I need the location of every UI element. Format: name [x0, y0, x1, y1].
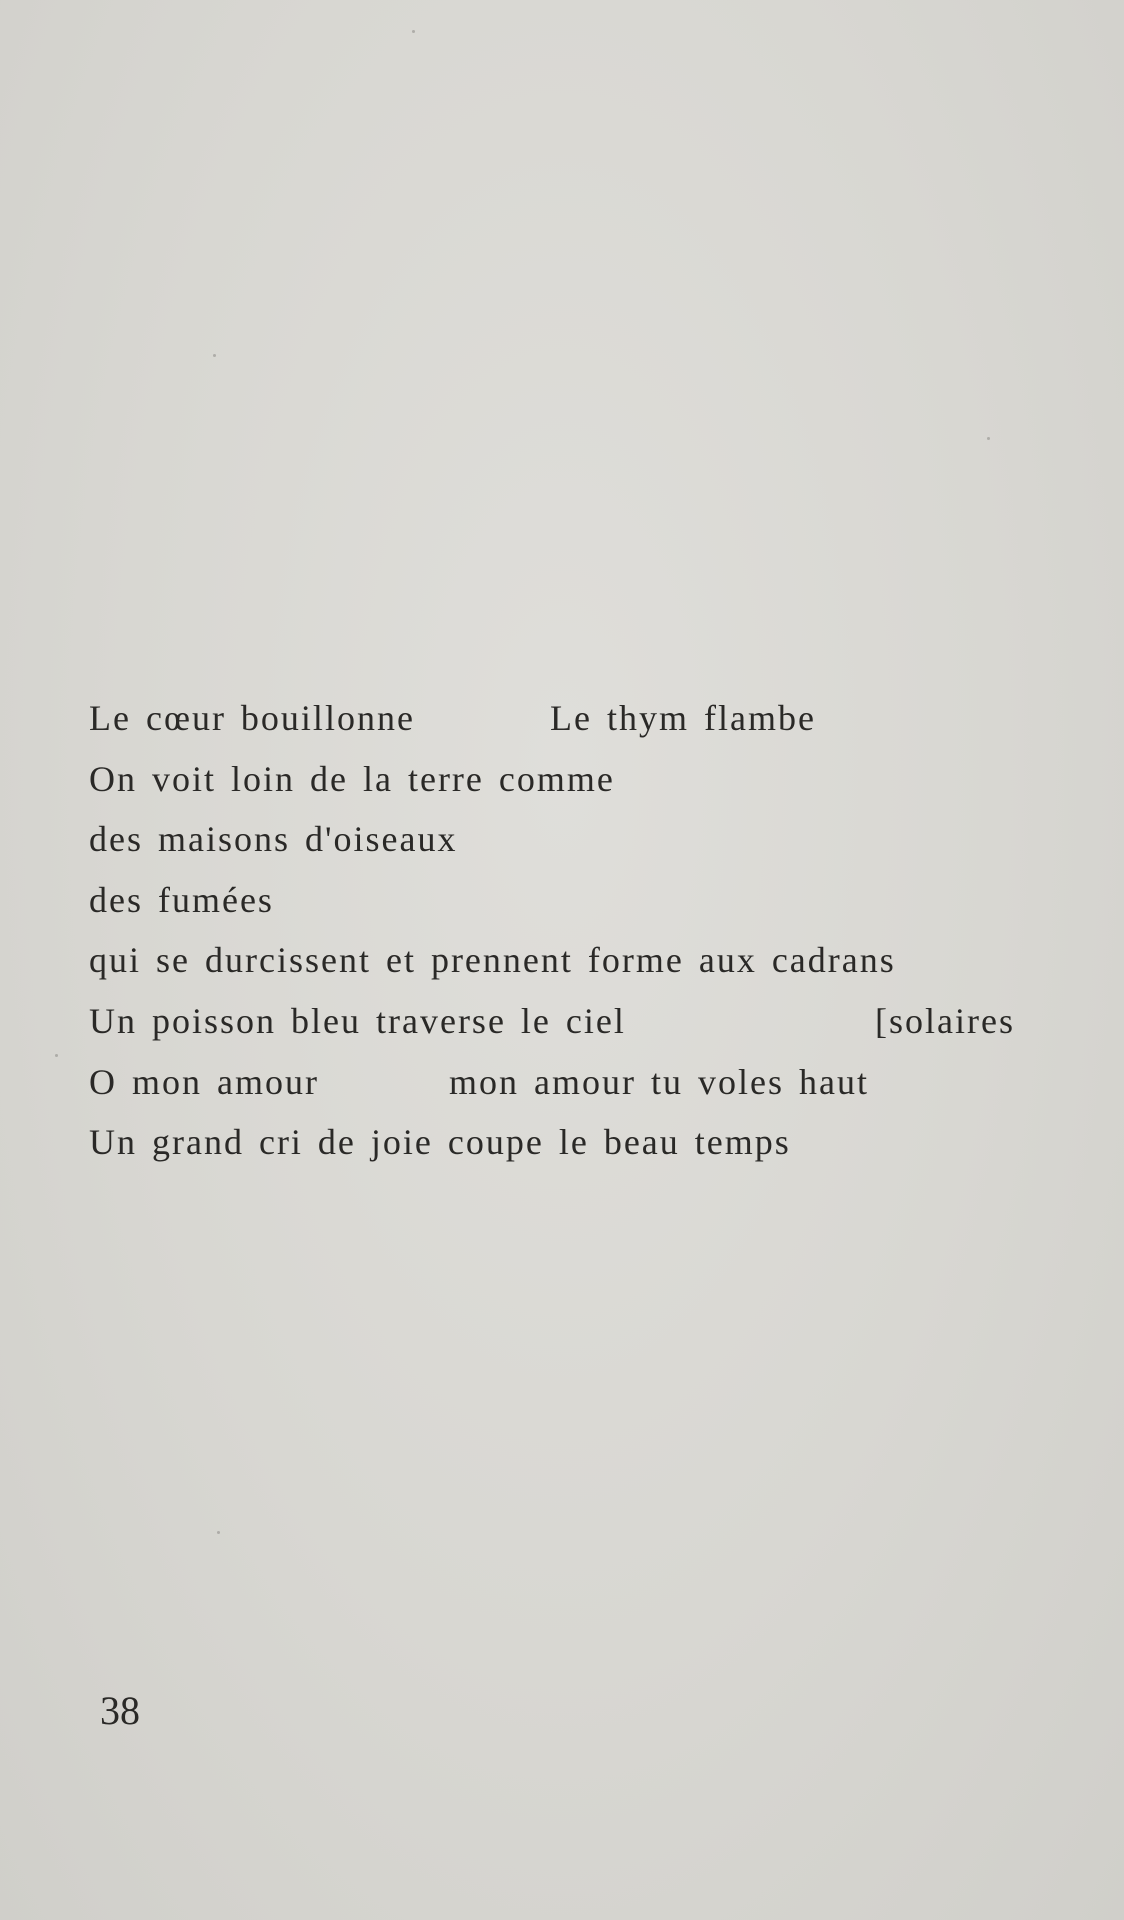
- poem-line-1: [89, 688, 1049, 749]
- paper-speck: [987, 437, 990, 440]
- poem-line-4-text: des fumées: [89, 879, 274, 920]
- poem-line-6-second: [solaires: [875, 1000, 1015, 1041]
- poem-line-1-second: Le thym flambe: [550, 698, 816, 738]
- poem-line-6: [89, 991, 1049, 1052]
- poem-line-5: [89, 930, 1049, 991]
- poem-line-8: [89, 1112, 1049, 1173]
- poem-line-7-first: O mon amour: [89, 1061, 319, 1102]
- paper-speck: [217, 1531, 220, 1534]
- poem-line-6-first: Un poisson bleu traverse le ciel: [89, 1000, 626, 1041]
- poem: [89, 688, 1049, 1173]
- poem-line-2-text: On voit loin de la terre comme: [89, 758, 615, 799]
- paper-speck: [412, 30, 415, 33]
- poem-line-1-first: Le cœur bouillonne: [89, 698, 415, 738]
- paper-speck: [213, 354, 216, 357]
- page-number: 38: [100, 1688, 140, 1733]
- poem-line-2: [89, 749, 1049, 810]
- poem-line-7-second: mon amour tu voles haut: [449, 1061, 869, 1102]
- poem-line-3-text: des maisons d'oiseaux: [89, 819, 458, 860]
- poem-line-3: [89, 809, 1049, 870]
- poem-line-8-text: Un grand cri de joie coupe le beau temps: [89, 1122, 791, 1163]
- poem-line-5-text: qui se durcissent et prennent forme aux cadrans: [89, 940, 896, 981]
- paper-speck: [55, 1054, 58, 1057]
- poem-line-4: [89, 870, 1049, 931]
- poem-line-7: [89, 1052, 1049, 1113]
